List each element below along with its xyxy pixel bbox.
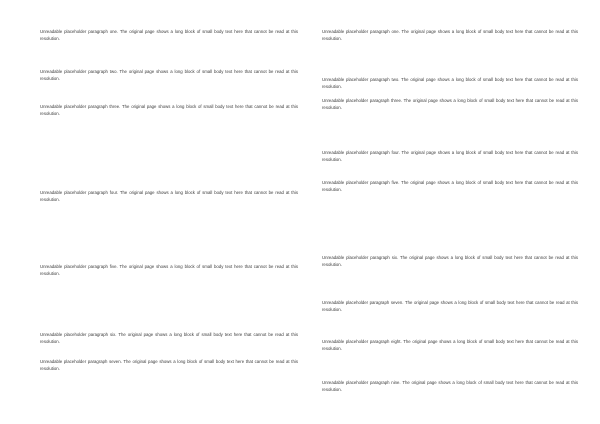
- paragraph: Unreadable placeholder paragraph six. The original page shows a long block of small body text here that cannot be read at this resolution.: [322, 255, 578, 267]
- paragraph: Unreadable placeholder paragraph seven. The original page shows a long block of small body text here that cannot be read at this resolution.: [40, 359, 298, 371]
- paragraph: Unreadable placeholder paragraph nine. The original page shows a long block of small body text here that cannot be read at this resolution.: [322, 380, 578, 392]
- paragraph: Unreadable placeholder paragraph five. The original page shows a long block of small body text here that cannot be read at this resolution.: [40, 264, 298, 276]
- paragraph: Unreadable placeholder paragraph two. The original page shows a long block of small body text here that cannot be read at this resolution.: [322, 77, 578, 89]
- paragraph: Unreadable placeholder paragraph three. The original page shows a long block of small body text here that cannot be read at this resolution.: [322, 98, 578, 110]
- paragraph: Unreadable placeholder paragraph four. The original page shows a long block of small body text here that cannot be read at this resolution.: [40, 190, 298, 202]
- paragraph: Unreadable placeholder paragraph six. The original page shows a long block of small body text here that cannot be read at this resolution.: [40, 332, 298, 344]
- paragraph: Unreadable placeholder paragraph one. The original page shows a long block of small body text here that cannot be read at this resolution.: [322, 29, 578, 41]
- paragraph: Unreadable placeholder paragraph three. The original page shows a long block of small body text here that cannot be read at this resolution.: [40, 104, 298, 116]
- paragraph: Unreadable placeholder paragraph five. The original page shows a long block of small body text here that cannot be read at this resolution.: [322, 180, 578, 192]
- paragraph: Unreadable placeholder paragraph two. The original page shows a long block of small body text here that cannot be read at this resolution.: [40, 69, 298, 81]
- paragraph: Unreadable placeholder paragraph one. The original page shows a long block of small body text here that cannot be read at this resolution.: [40, 29, 298, 41]
- paragraph: Unreadable placeholder paragraph four. The original page shows a long block of small body text here that cannot be read at this resolution.: [322, 150, 578, 162]
- paragraph: Unreadable placeholder paragraph eight. The original page shows a long block of small body text here that cannot be read at this resolution.: [322, 339, 578, 351]
- paragraph: Unreadable placeholder paragraph seven. The original page shows a long block of small body text here that cannot be read at this resolution.: [322, 300, 578, 312]
